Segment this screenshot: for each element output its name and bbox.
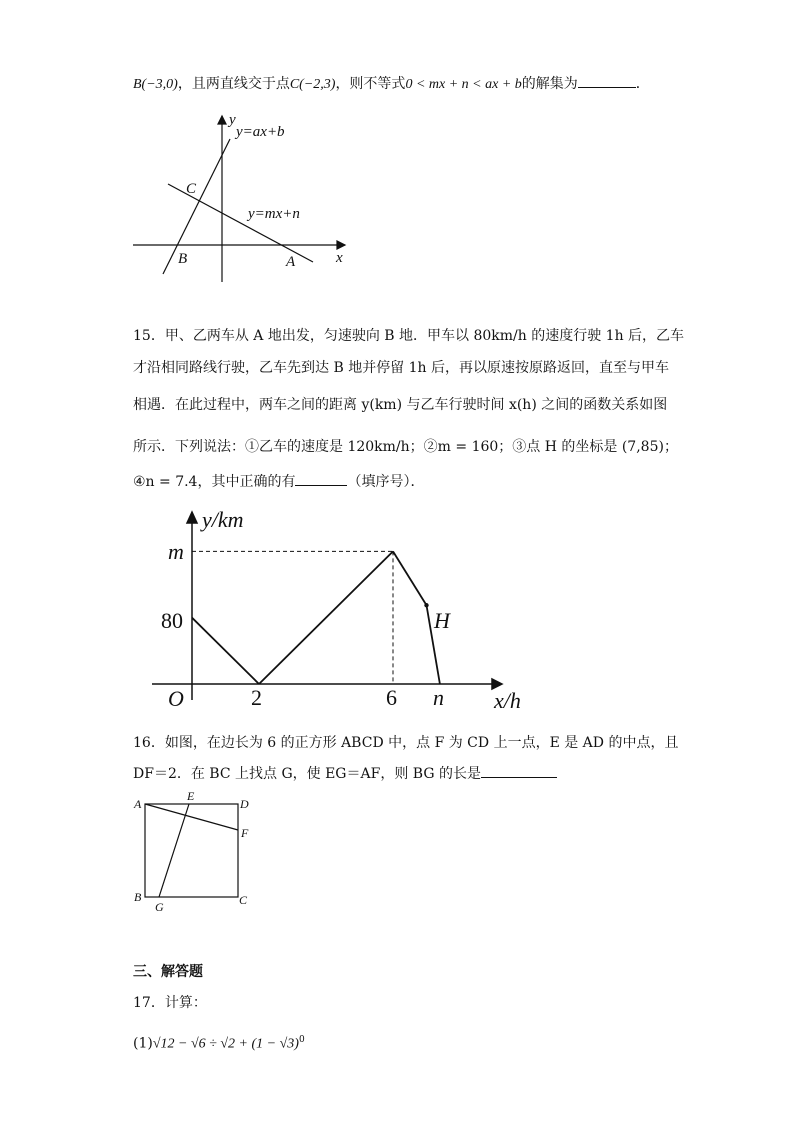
- q14-line2-label: y=mx+n: [248, 206, 300, 222]
- q14-text-4: ．: [635, 76, 650, 92]
- q16-label-e: E: [187, 789, 195, 803]
- q15-y-tick-m: m: [168, 539, 184, 564]
- q15-ylabel: y/km: [202, 507, 244, 532]
- q15-line-2: 才沿相同路线行驶，乙车先到达 B 地并停留 1h 后，再以原速按原路返回，直至与甲车: [133, 360, 670, 376]
- q14-text-1: ，且两直线交于点: [177, 76, 290, 92]
- q14-y-label: y: [229, 112, 236, 128]
- q15-x-tick-n: n: [433, 685, 444, 710]
- section-heading: 三、解答题: [133, 964, 203, 980]
- q15-x-tick-2: 2: [251, 685, 262, 710]
- q16-label-f: F: [241, 826, 249, 840]
- q14-line1-label: y=ax+b: [236, 124, 285, 140]
- q16-line-1: 16．如图，在边长为 6 的正方形 ABCD 中，点 F 为 CD 上一点，E 是 AD 的中点，且: [133, 735, 679, 751]
- q15-y-tick-80: 80: [161, 608, 183, 633]
- q14-text-2: ，则不等式: [335, 76, 406, 92]
- q17-sub1-label: (1): [133, 1035, 153, 1052]
- q16-segment-af: [145, 804, 238, 830]
- q15-xlabel: x/h: [494, 688, 521, 713]
- q17-sub1-expr: √12 − √6 ÷ √2 + (1 − √3): [152, 1036, 299, 1052]
- q14-point-c-label: C: [186, 181, 197, 197]
- q17-sub1: [133, 1030, 305, 1055]
- q17-sub1-exponent: 0: [298, 1035, 305, 1045]
- q14-point-b: B(−3,0): [133, 77, 178, 92]
- q14-point-b-label: B: [178, 251, 188, 267]
- q17-title: 17．计算：: [133, 995, 207, 1011]
- q15-line-3: 相遇．在此过程中，两车之间的距离 y(km) 与乙车行驶时间 x(h) 之间的函数关系如图: [133, 397, 668, 413]
- q15-origin-label: O: [168, 686, 184, 711]
- q16-label-d: D: [240, 797, 249, 811]
- q15-point-h-label: H: [434, 608, 450, 633]
- q14-point-a-label: A: [286, 254, 296, 270]
- q15-line-5a: ④n = 7.4，其中正确的有: [133, 474, 296, 490]
- q16-square: [145, 804, 238, 897]
- q16-label-b: B: [134, 890, 142, 904]
- q14-x-label: x: [336, 250, 343, 266]
- q16-line-2-text: DF＝2．在 BC 上找点 G，使 EG＝AF，则 BG 的长是: [133, 766, 481, 782]
- q15-line-5b: （填序号）．: [347, 474, 425, 490]
- q15-line-1: 15．甲、乙两车从 A 地出发，匀速驶向 B 地．甲车以 80km/h 的速度行驶 1h 后，乙车: [133, 328, 685, 344]
- q14-text-3: 的解集为: [521, 76, 578, 92]
- q16-segment-eg: [159, 804, 189, 897]
- q16-label-g: G: [155, 900, 164, 914]
- q16-label-a: A: [134, 797, 142, 811]
- q14-inequality: 0 < mx + n < ax + b: [405, 77, 522, 92]
- q15-line-4: 所示．下列说法：①乙车的速度是 120km/h；②m = 160；③点 H 的坐标是 (7,85)；: [133, 439, 678, 455]
- q15-x-tick-6: 6: [386, 685, 397, 710]
- q14-point-c: C(−2,3): [289, 77, 336, 92]
- q16-label-c: C: [239, 893, 248, 907]
